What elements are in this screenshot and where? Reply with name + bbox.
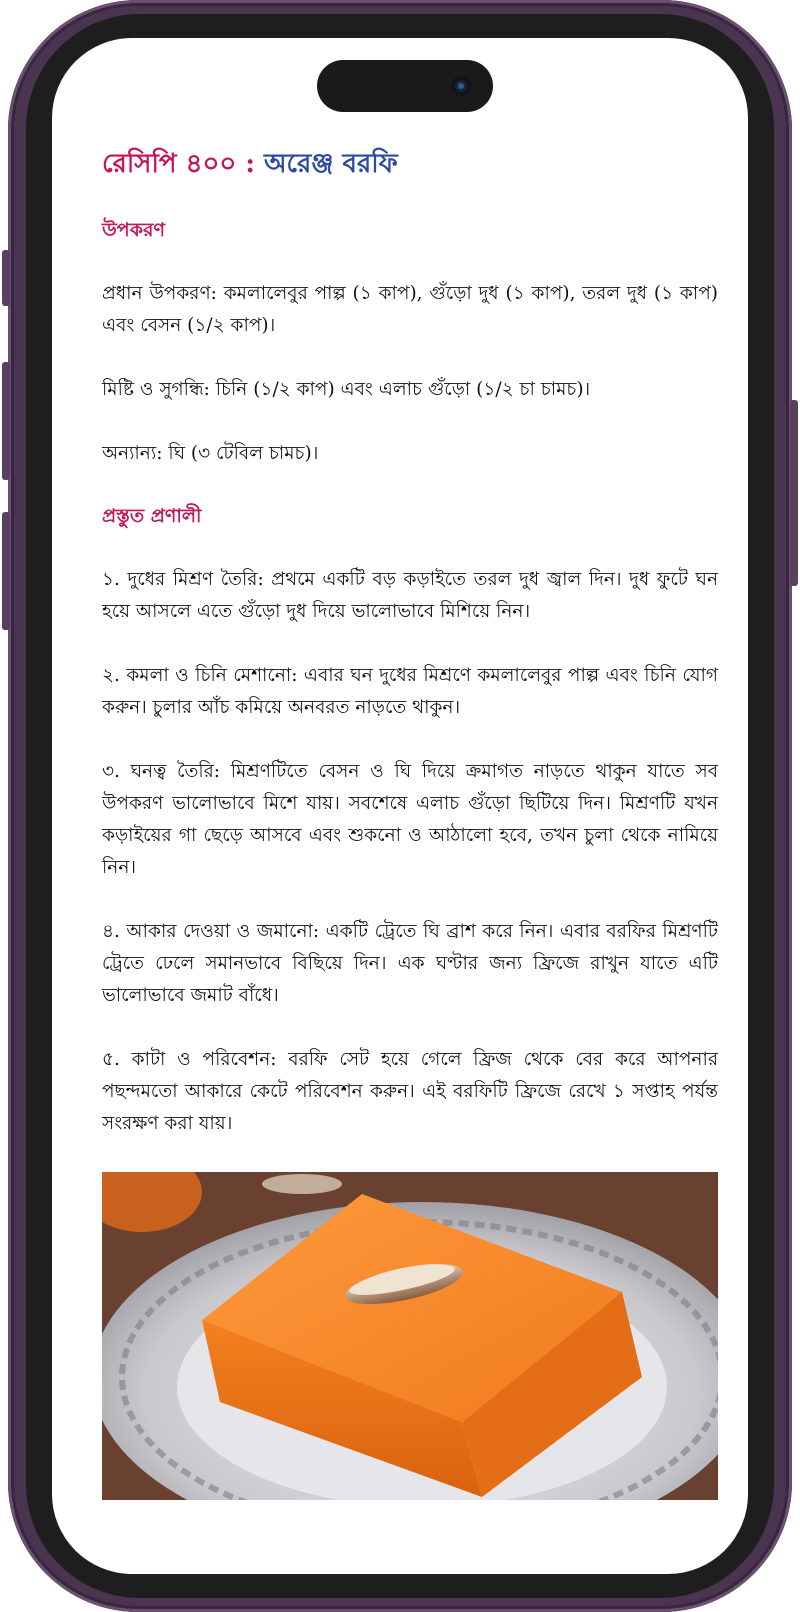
method-step: ২. কমলা ও চিনি মেশানো: এবার ঘন দুধের মিশ্রণে কমলালেবুর পাল্প এবং চিনি যোগ করুন। চুলার আঁচ কমিয়ে অনবরত নাড়তে থাকুন।: [102, 664, 718, 718]
phone-frame: [8, 0, 792, 1612]
ingredient-item: মিষ্টি ও সুগন্ধি: চিনি (১/২ কাপ) এবং এলাচ গুঁড়ো (১/২ চা চামচ)।: [102, 378, 591, 400]
method-step: ১. দুধের মিশ্রণ তৈরি: প্রথমে একটি বড় কড়াইতে তরল দুধ জ্বাল দিন। দুধ ফুটে ঘন হয়ে আসলে এতে গুঁড়ো দুধ দিয়ে ভালোভাবে মিশিয়ে নিন।: [102, 568, 718, 622]
volume-up-button: [2, 362, 10, 480]
barfi-illustration: [102, 1172, 718, 1500]
camera-icon: [451, 76, 471, 96]
ingredient-item: অন্যান্য: ঘি (৩ টেবিল চামচ)।: [102, 442, 319, 464]
barfi-photo: [102, 1172, 718, 1500]
method-step: ৩. ঘনত্ব তৈরি: মিশ্রণটিতে বেসন ও ঘি দিয়ে ক্রমাগত নাড়তে থাকুন যাতে সব উপকরণ ভালোভাবে মিশে যায়। সবশেষে এলাচ গুঁড়ো ছিটিয়ে দিন। মিশ্রণটি যখন কড়াইয়ের গা ছেড়ে আসবে এবং শুকনো ও আঠালো হবে, তখন চুলা থেকে নামিয়ে নিন।: [102, 760, 718, 878]
recipe-number: রেসিপি ৪০০ :: [102, 149, 264, 179]
dynamic-island: [317, 60, 493, 112]
phone-bezel: [26, 14, 774, 1598]
ingredient-item: প্রধান উপকরণ: কমলালেবুর পাল্প (১ কাপ), গুঁড়ো দুধ (১ কাপ), তরল দুধ (১ কাপ) এবং বেসন (১/২ কাপ)।: [102, 282, 718, 336]
silent-switch: [2, 250, 10, 306]
ingredients-heading: উপকরণ: [102, 218, 165, 241]
recipe-name: অরেঞ্জ বরফি: [264, 149, 398, 179]
volume-down-button: [2, 512, 10, 630]
method-step: ৪. আকার দেওয়া ও জমানো: একটি ট্রেতে ঘি ব্রাশ করে নিন। এবার বরফির মিশ্রণটি ট্রেতে ঢেলে সমানভাবে বিছিয়ে দিন। এক ঘণ্টার জন্য ফ্রিজে রাখুন যাতে এটি ভালোভাবে জমাট বাঁধে।: [102, 920, 718, 1006]
method-step: ৫. কাটা ও পরিবেশন: বরফি সেট হয়ে গেলে ফ্রিজ থেকে বের করে আপনার পছন্দমতো আকারে কেটে পরিবেশন করুন। এই বরফিটি ফ্রিজে রেখে ১ সপ্তাহ পর্যন্ত সংরক্ষণ করা যায়।: [102, 1048, 718, 1134]
power-button: [790, 400, 798, 586]
method-heading: প্রস্তুত প্রণালী: [102, 504, 202, 527]
recipe-title: [102, 148, 718, 182]
screen[interactable]: [52, 38, 748, 1574]
recipe-content[interactable]: [102, 148, 718, 1500]
